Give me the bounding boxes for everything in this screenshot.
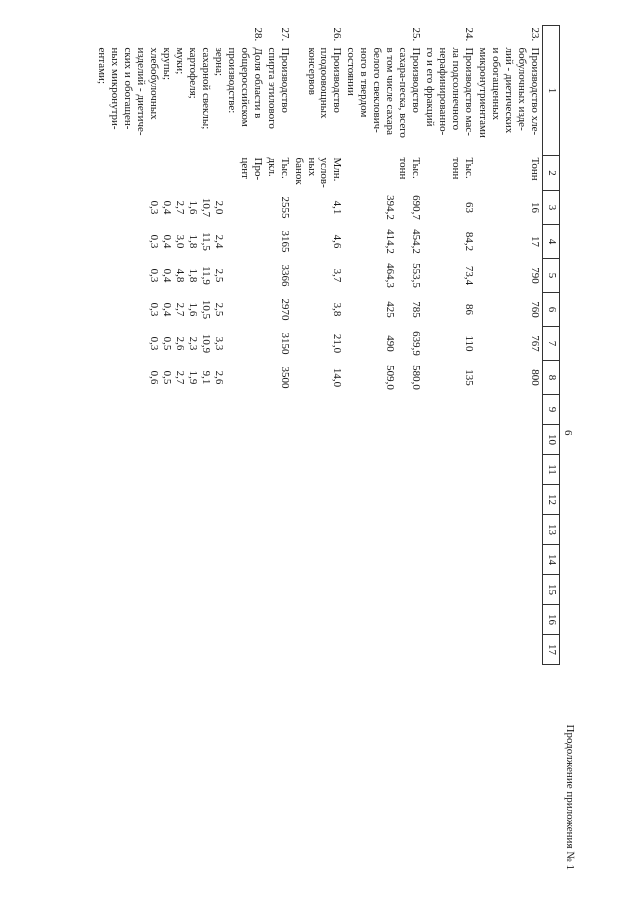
row-number: 24. [463, 27, 476, 42]
indicator-name [265, 46, 292, 156]
value-cell [423, 395, 476, 425]
header-cell: 9 [543, 395, 560, 425]
value-cell [423, 575, 476, 605]
unit-line: тонн [450, 157, 463, 180]
value-line: 21,0 [331, 333, 344, 354]
indicator-name-line: картофеля; [186, 47, 199, 99]
value-line [251, 227, 264, 257]
value-cell [344, 425, 423, 455]
indicator-name-line: бобулочных изде- [516, 47, 529, 131]
value-line: 4,6 [331, 234, 344, 249]
value-cell [292, 327, 345, 361]
value-cell [423, 361, 476, 395]
indicator-name-line: консервов [305, 47, 318, 95]
value-line [251, 295, 264, 325]
value-cell [476, 455, 542, 485]
value-cell [265, 635, 292, 665]
indicator-name-line: Доля области в [251, 47, 264, 119]
value-cell [423, 485, 476, 515]
value-cell [95, 455, 265, 485]
value-cell [423, 605, 476, 635]
value-line: 0,3 [147, 336, 160, 351]
value-cell [344, 485, 423, 515]
value-cell [292, 361, 345, 395]
value-cell [95, 395, 265, 425]
value-line: 414,2 [384, 229, 397, 254]
value-line [225, 329, 238, 359]
value-line: 1,6 [186, 200, 199, 215]
value-line: 553,5 [410, 263, 423, 288]
value-cell [95, 485, 265, 515]
table-row [292, 26, 345, 665]
header-cell: 13 [543, 515, 560, 545]
value-line: 3,8 [331, 302, 344, 317]
value-line: 10,5 [199, 299, 212, 320]
value-line: 73,4 [463, 265, 476, 286]
value-cell [265, 361, 292, 395]
value-line: 3366 [278, 264, 291, 287]
value-cell [292, 395, 345, 425]
value-cell [344, 293, 423, 327]
unit-cell [265, 156, 292, 191]
value-cell [95, 361, 265, 395]
value-line: 11,9 [199, 266, 212, 285]
value-line: 86 [463, 304, 476, 315]
unit-cell [95, 156, 265, 191]
value-line: 4,8 [173, 268, 186, 283]
unit-line: цент [238, 157, 251, 179]
value-line [238, 295, 251, 325]
value-line: 0,3 [147, 268, 160, 283]
value-cell [95, 259, 265, 293]
indicator-name-line: изделий - диетиче- [134, 47, 147, 136]
value-cell [292, 545, 345, 575]
unit-cell [292, 156, 345, 191]
value-line: 785 [410, 301, 423, 318]
value-line: 580,0 [410, 365, 423, 390]
value-cell [423, 455, 476, 485]
value-line: 425 [384, 301, 397, 318]
value-cell [265, 395, 292, 425]
value-line: 0,6 [147, 370, 160, 385]
value-line: 394,2 [384, 195, 397, 220]
value-cell [292, 515, 345, 545]
indicator-name-line: ла подсолнечного [450, 47, 463, 131]
value-cell [423, 191, 476, 225]
value-line: 1,8 [186, 268, 199, 283]
value-cell [344, 395, 423, 425]
unit-line: тонн [397, 157, 410, 180]
value-cell [265, 575, 292, 605]
value-line: 1,8 [186, 234, 199, 249]
value-line [251, 261, 264, 291]
value-cell [423, 259, 476, 293]
value-cell [476, 327, 542, 361]
value-line [225, 295, 238, 325]
header-cell: 8 [543, 361, 560, 395]
value-cell [292, 259, 345, 293]
value-line: 0,5 [160, 370, 173, 385]
value-line: 1,9 [186, 370, 199, 385]
table-header-row [543, 26, 560, 665]
value-cell [423, 293, 476, 327]
value-line [396, 193, 409, 223]
value-cell [292, 455, 345, 485]
value-cell [476, 293, 542, 327]
indicator-name-line: нерафинированно- [437, 47, 450, 136]
table-body [95, 26, 559, 665]
indicator-name-line: ентами; [96, 47, 109, 84]
indicator-name-line: Производство [278, 47, 291, 113]
value-cell [292, 425, 345, 455]
value-line: 11,5 [199, 232, 212, 251]
value-cell [476, 425, 542, 455]
value-line [251, 363, 264, 393]
value-cell [423, 425, 476, 455]
value-line: 10,7 [199, 197, 212, 218]
indicator-name-line: лий - диетических [503, 47, 516, 134]
value-cell [265, 259, 292, 293]
indicator-name [423, 46, 476, 156]
indicator-name-line: хлебобулочных [147, 47, 160, 120]
value-line: 10,9 [199, 333, 212, 354]
unit-line: Тыс. [410, 157, 423, 179]
indicator-name-line: муки; [173, 47, 186, 75]
value-line: 84,2 [463, 231, 476, 252]
value-cell [476, 191, 542, 225]
value-line: 9,1 [199, 370, 212, 385]
value-cell [95, 575, 265, 605]
header-cell: 2 [543, 156, 560, 191]
value-line [225, 363, 238, 393]
value-cell [292, 293, 345, 327]
value-cell [423, 327, 476, 361]
unit-line: Млн. [331, 157, 344, 182]
value-line [396, 329, 409, 359]
value-cell [344, 515, 423, 545]
value-cell [292, 225, 345, 259]
indicator-name-line: белого свеклович- [371, 47, 384, 133]
value-line: 3150 [278, 332, 291, 355]
value-cell [476, 485, 542, 515]
value-line: 2,3 [186, 336, 199, 351]
value-line [238, 227, 251, 257]
value-line [238, 329, 251, 359]
value-cell [265, 327, 292, 361]
indicator-name [292, 46, 345, 156]
value-cell [265, 191, 292, 225]
row-number: 27. [278, 27, 291, 42]
row-number: 23. [529, 27, 541, 42]
value-line: 0,3 [147, 200, 160, 215]
value-cell [265, 455, 292, 485]
table-row [265, 26, 292, 665]
value-line: 0,4 [160, 234, 173, 249]
indicator-name-line: спирта этилового [265, 47, 278, 129]
value-line: 800 [529, 369, 541, 386]
value-cell [95, 225, 265, 259]
header-cell: 15 [543, 575, 560, 605]
indicator-name-line: микронутриентами [477, 47, 490, 138]
indicator-name-line: сахарной свеклы; [199, 47, 212, 130]
indicator-name-line: Производство мас- [463, 47, 476, 136]
header-cell: 16 [543, 605, 560, 635]
value-cell [344, 575, 423, 605]
value-cell [476, 605, 542, 635]
indicator-name-line: ного в твердом [358, 47, 371, 118]
value-cell [476, 515, 542, 545]
value-cell [476, 395, 542, 425]
value-line: 490 [384, 335, 397, 352]
header-cell: 5 [543, 259, 560, 293]
value-line: 1,6 [186, 302, 199, 317]
indicator-name-line: в том числе сахара [384, 47, 397, 136]
value-line: 2555 [278, 196, 291, 219]
value-line [396, 363, 409, 393]
unit-line: Тонн [529, 157, 541, 181]
indicator-name [476, 46, 542, 156]
header-cell: 4 [543, 225, 560, 259]
value-line: 2,7 [173, 370, 186, 385]
value-line: 110 [463, 335, 476, 352]
value-cell [344, 361, 423, 395]
value-line: 2,5 [212, 302, 225, 317]
value-line: 509,0 [384, 365, 397, 390]
value-line: 2,5 [212, 268, 225, 283]
value-cell [292, 635, 345, 665]
header-cell: 3 [543, 191, 560, 225]
value-cell [476, 259, 542, 293]
value-line: 0,4 [160, 200, 173, 215]
row-number: 28. [251, 27, 264, 42]
header-cell: 14 [543, 545, 560, 575]
value-line: 63 [463, 202, 476, 213]
value-line [238, 363, 251, 393]
value-cell [265, 293, 292, 327]
value-line [251, 329, 264, 359]
value-line: 2,6 [212, 370, 225, 385]
continued-label: Продолжение приложения № 1 [564, 724, 576, 870]
indicator-name-line: общероссийском [238, 47, 251, 127]
value-cell [265, 225, 292, 259]
value-line [396, 227, 409, 257]
value-cell [265, 425, 292, 455]
value-cell [423, 515, 476, 545]
indicator-name-line: сахара-песка, всего [397, 47, 410, 138]
table-row [344, 26, 423, 665]
indicator-name-line: производстве: [225, 47, 238, 114]
value-line: 4,1 [331, 200, 344, 215]
row-number: 26. [331, 27, 344, 42]
value-cell [292, 485, 345, 515]
value-cell [95, 327, 265, 361]
value-cell [344, 605, 423, 635]
indicator-name-line: го и его фракций [424, 47, 437, 127]
value-cell [95, 605, 265, 635]
value-cell [265, 605, 292, 635]
value-cell [265, 485, 292, 515]
value-line: 0,3 [147, 234, 160, 249]
value-line [238, 193, 251, 223]
value-cell [95, 293, 265, 327]
indicator-name [95, 46, 265, 156]
value-cell [344, 225, 423, 259]
value-cell [344, 455, 423, 485]
indicator-name-line: и обогащенных [490, 47, 503, 121]
value-cell [95, 191, 265, 225]
header-cell: 7 [543, 327, 560, 361]
value-cell [344, 635, 423, 665]
value-line [251, 193, 264, 223]
value-line: 3,7 [331, 268, 344, 283]
value-cell [476, 361, 542, 395]
unit-line: Про- [251, 157, 264, 181]
value-line: 0,4 [160, 268, 173, 283]
header-cell: 10 [543, 425, 560, 455]
value-line: 690,7 [410, 195, 423, 220]
table-row [423, 26, 476, 665]
table-row [476, 26, 542, 665]
unit-cell [344, 156, 423, 191]
value-line [396, 295, 409, 325]
unit-cell [476, 156, 542, 191]
indicator-name-line: зерна; [212, 47, 225, 77]
table-row [95, 26, 265, 665]
value-line: 135 [463, 369, 476, 386]
indicator-name-line: Производство [410, 47, 423, 113]
value-line [225, 193, 238, 223]
value-line: 3,0 [173, 234, 186, 249]
value-line: 2,7 [173, 200, 186, 215]
value-line: 2,4 [212, 234, 225, 249]
unit-line: Тыс. [278, 157, 291, 179]
value-cell [476, 575, 542, 605]
value-cell [95, 545, 265, 575]
value-cell [476, 225, 542, 259]
indicator-name-line: ных микронутри- [109, 47, 121, 130]
unit-cell [423, 156, 476, 191]
value-line: 3,3 [212, 336, 225, 351]
row-number: 25. [410, 27, 423, 42]
indicator-name-line: ских и обогащен- [121, 47, 134, 130]
value-cell [292, 605, 345, 635]
value-cell [344, 545, 423, 575]
value-cell [292, 191, 345, 225]
value-line: 3500 [278, 366, 291, 389]
value-cell [292, 575, 345, 605]
value-cell [344, 259, 423, 293]
unit-line: банок [292, 157, 305, 185]
header-cell: 11 [543, 455, 560, 485]
page-number: 6 [562, 430, 574, 436]
value-cell [344, 191, 423, 225]
value-cell [423, 225, 476, 259]
unit-line: ных [305, 157, 318, 177]
unit-line: дкл. [265, 157, 278, 177]
indicator-name-line: плодоовощных [318, 47, 331, 119]
unit-line: Тыс. [463, 157, 476, 179]
value-cell [423, 545, 476, 575]
value-line: 464,3 [384, 263, 397, 288]
indicator-name-line: Производство [331, 47, 344, 113]
value-line: 0,3 [147, 302, 160, 317]
value-line [238, 261, 251, 291]
value-line: 2,0 [212, 200, 225, 215]
value-cell [476, 635, 542, 665]
value-cell [95, 425, 265, 455]
value-line: 760 [529, 301, 541, 318]
value-cell [95, 515, 265, 545]
value-line [396, 261, 409, 291]
value-line: 2,7 [173, 302, 186, 317]
value-line: 17 [529, 236, 541, 247]
value-line: 2970 [278, 298, 291, 321]
unit-line: услов- [318, 157, 331, 188]
value-line: 454,2 [410, 229, 423, 254]
indicator-name-line: состоянии [345, 47, 358, 96]
value-cell [476, 545, 542, 575]
indicator-name [344, 46, 423, 156]
indicator-name-line: крупы; [160, 47, 173, 81]
value-line: 3165 [278, 230, 291, 253]
value-cell [265, 515, 292, 545]
indicator-name-line: Производство хле- [529, 47, 541, 136]
value-line: 0,4 [160, 302, 173, 317]
value-cell [95, 635, 265, 665]
value-cell [344, 327, 423, 361]
value-line: 639,9 [410, 331, 423, 356]
header-cell: 17 [543, 635, 560, 665]
data-table [95, 25, 560, 665]
value-cell [423, 635, 476, 665]
header-cell: 6 [543, 293, 560, 327]
value-line [225, 261, 238, 291]
value-line [225, 227, 238, 257]
value-line: 16 [529, 202, 541, 213]
header-cell: 12 [543, 485, 560, 515]
value-line: 0,5 [160, 336, 173, 351]
header-cell: 1 [543, 26, 560, 156]
value-line: 767 [529, 335, 541, 352]
value-cell [265, 545, 292, 575]
value-line: 790 [529, 267, 541, 284]
value-line: 14,0 [331, 367, 344, 388]
value-line: 2,6 [173, 336, 186, 351]
